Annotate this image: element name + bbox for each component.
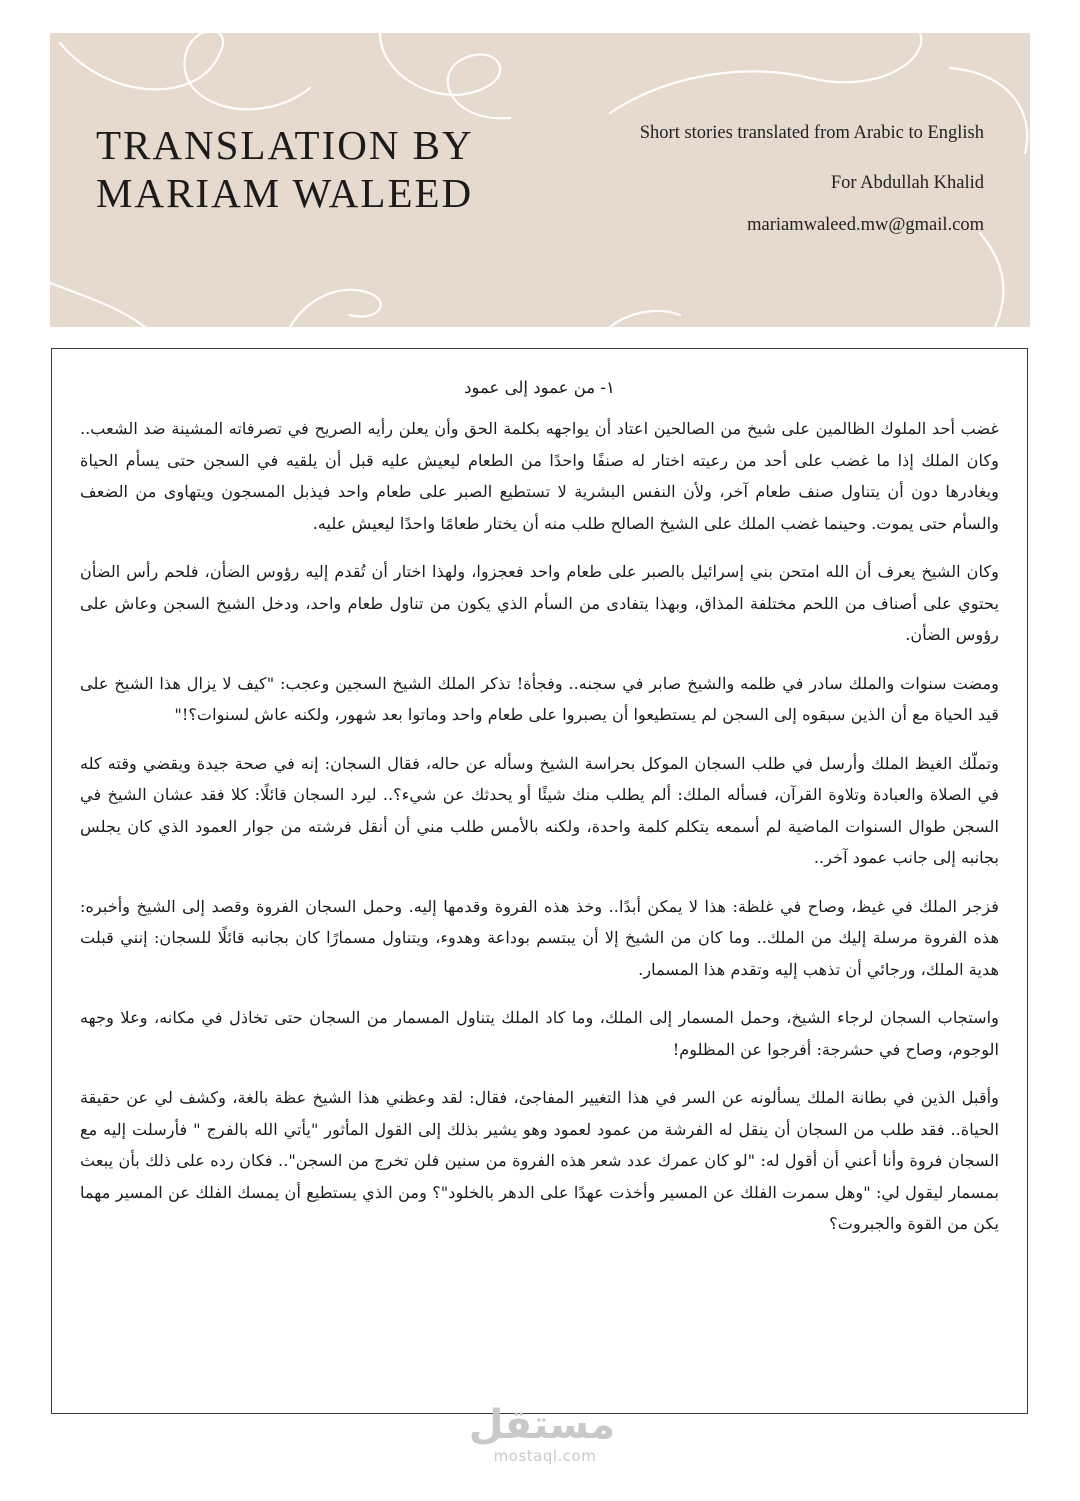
story-title: ١- من عمود إلى عمود <box>464 378 615 397</box>
story-paragraph-3: ومضت سنوات والملك سادر في ظلمه والشيخ صابر في سجنه.. وفجأة! تذكر الملك الشيخ السجين وعجب: "كيف لا يزال هذا الشيخ على قيد الحياة مع أن الذين سبقوه إلى السجن لم يستطيعوا أن يصبروا على طعام واحد وماتوا بعد شهور، ولكنه عاش لسنوات؟!" <box>80 673 999 724</box>
story-paragraph-2: وكان الشيخ يعرف أن الله امتحن بني إسرائيل بالصبر على طعام واحد فعجزوا، ولهذا اختار أن تُقدم إليه رؤوس الضأن، فلحم رأس الضأن يحتوي على أصناف من اللحم مختلفة المذاق، وبهذا يتفادى من السأم الذي يكون من تناول طعام واحد، ودخل الشيخ السجن وعاش على رؤوس الضأن. <box>80 562 999 644</box>
story-paragraph-1: غضب أحد الملوك الظالمين على شيخ من الصالحين اعتاد أن يواجهه بكلمة الحق وأن يعلن رأيه الصريح في تصرفاته المشينة ضد الشعب.. وكان الملك إذا ما غضب على أحد من رعيته اختار له صنفًا واحدًا من الطعام ليعيش عليه قبل أن يلقيه في السجن حتى يسأم الحياة ويغادرها دون أن يتناول صنف طعام آخر، ولأن النفس البشرية لا تستطيع الصبر على طعام واحد فيذبل المسجون ويتهاوى من الضعف والسأم حتى يموت. وحينما غضب الملك على الشيخ الصالح طلب منه أن يختار طعامًا واحدًا ليعيش عليه. <box>80 419 999 533</box>
mostaql-watermark <box>468 1402 615 1465</box>
title-line-2: MARIAM WALEED <box>96 170 474 216</box>
story-paragraph-4: وتملّك الغيظ الملك وأرسل في طلب السجان الموكل بحراسة الشيخ وسأله عن حاله، فقال السجان: إنه في صحة جيدة ويقضي وقته كله في الصلاة والعبادة وتلاوة القرآن، فسأله الملك: ألم يطلب منك شيئًا أو يحدثك عن شيء؟.. ليرد السجان قائلًا: كلا فقد عشان الشيخ في السجن طوال السنوات الماضية لم أسمعه يتكلم كلمة واحدة، ولكنه بالأمس طلب مني أن أنقل فرشته من جوار العمود الذي كان يجلس بجانبه إلى جانب عمود آخر.. <box>80 753 999 867</box>
subtitle-text: Short stories translated from Arabic to English <box>639 123 984 143</box>
mostaql-logo: مستقل <box>468 1402 615 1448</box>
header-banner <box>50 33 1030 327</box>
mostaql-site-text: mostaql.com <box>493 1447 597 1465</box>
page-title <box>96 121 536 217</box>
story-paragraph-6: واستجاب السجان لرجاء الشيخ، وحمل المسمار إلى الملك، وما كاد الملك يتناول المسمار من السجان حتى تخاذل في مكانه، وعلا وجهه الوجوم، وصاح في حشرجة: أفرجوا عن المظلوم! <box>80 1008 999 1059</box>
recipient-text: For Abdullah Khalid <box>830 173 984 193</box>
title-line-1: TRANSLATION BY <box>96 122 474 168</box>
story-container <box>51 348 1028 1414</box>
story-paragraph-5: فزجر الملك في غيظ، وصاح في غلظة: هذا لا يمكن أبدًا.. وخذ هذه الفروة وقدمها إليه. وحمل السجان الفروة وقصد إلى الشيخ وأخبره: هذه الفروة مرسلة إليك من الملك.. وما كان من الشيخ إلا أن يبتسم بوداعة وهدوء، ويتناول مسمارًا كان بجانبه قائلًا للسجان: إنني قبلت هدية الملك، ورجائي أن تذهب إليه وتقدم هذا المسمار. <box>80 896 999 979</box>
email-text: mariamwaleed.mw@gmail.com <box>747 215 984 235</box>
story-paragraph-7: وأقبل الذين في بطانة الملك يسألونه عن السر في هذا التغيير المفاجئ، فقال: لقد وعظني هذا الشيخ عظة بالغة، وكشف لي عن حقيقة الحياة.. فقد طلب من السجان أن ينقل له الفرشة من عمود لعمود وهو يشير بذلك إلى القول المأثور "يأتي الله بالفرج " فأرسلت إليه مع السجان فروة وأنا أعني أن أقول له: "لو كان عمرك عدد شعر هذه الفروة من سنين فلن تخرج من السجن".. فكان رده على ذلك بأن يبعث بمسمار ليقول لي: "وهل سمرت الفلك عن المسير وأخذت عهدًا على الدهر بالخلود"؟ ومن الذي يستطيع أن يمسك الفلك عن المسير مهما يكن من القوة والجبروت؟ <box>80 1088 999 1233</box>
